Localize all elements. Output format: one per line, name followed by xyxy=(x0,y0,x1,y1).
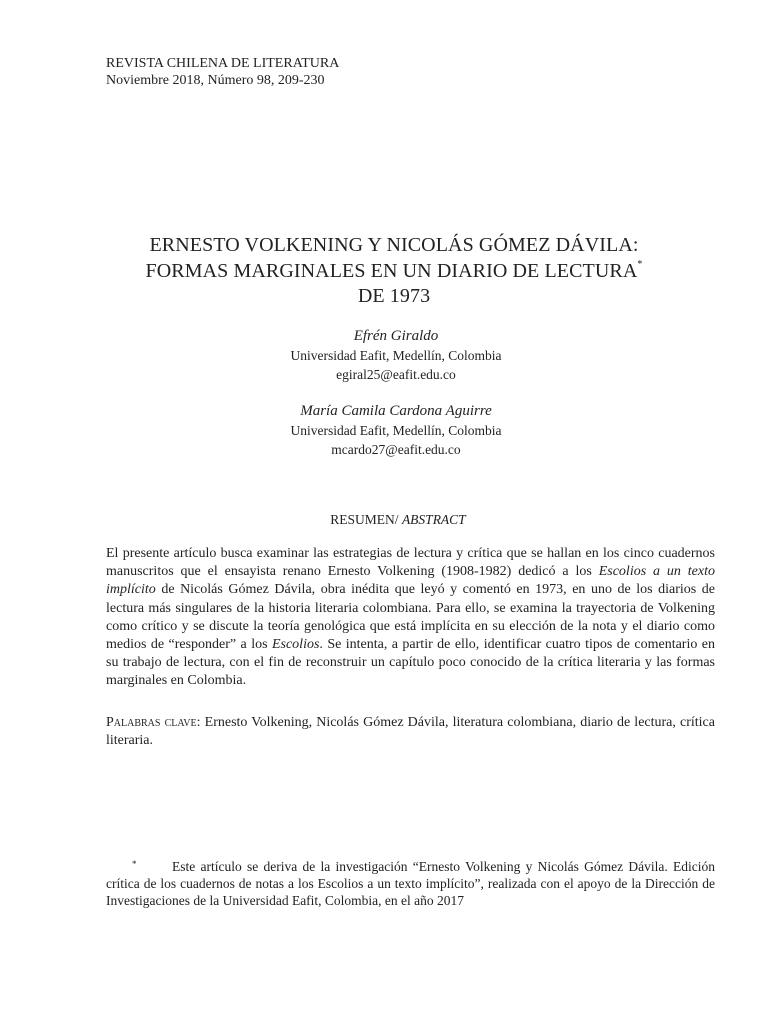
article-title xyxy=(0,233,768,310)
abstract-heading-abstract: ABSTRACT xyxy=(401,512,466,527)
footnote-text: Este artículo se deriva de la investigación “Ernesto Volkening y Nicolás Gómez Dávila. Edición crítica de los cuadernos de notas a los Escolios a un texto implícito”, realizada con el apoyo de la Dirección de Investigaciones de la Universidad Eafit, Colombia, en el año 2017 xyxy=(106,859,715,908)
author-affiliation: Universidad Eafit, Medellín, Colombia xyxy=(290,423,502,438)
title-line-2-text: FORMAS MARGINALES EN UN DIARIO DE LECTURA xyxy=(145,259,638,282)
journal-issue: Noviembre 2018, Número 98, 209-230 xyxy=(106,73,325,88)
author-block xyxy=(0,327,768,384)
abstract-part-2: de Nicolás Gómez Dávila, obra inédita que leyó y comentó en 1973, en uno de los diarios de lectura más singulares de la historia literaria colombiana. Para ello, se examina la trayectoria de Volkening como crítico y se discute la teoría genológica que está implícita en su elección de la nota y el diario como medios de “responder” a los xyxy=(106,582,715,653)
abstract-heading-resumen: RESUMEN/ xyxy=(330,512,402,527)
keywords-separator: : xyxy=(196,715,205,730)
author-name: Efrén Giraldo xyxy=(353,328,439,344)
abstract-part-1: El presente artículo busca examinar las estrategias de lectura y crítica que se hallan en los cinco cuadernos manuscritos que el ensayista renano Ernesto Volkening (1908-1982) dedicó a los xyxy=(106,546,715,580)
keywords xyxy=(106,714,715,750)
author-email[interactable]: egiral25@eafit.edu.co xyxy=(336,367,456,382)
author-list xyxy=(0,327,768,477)
title-line-2 xyxy=(0,259,768,285)
keywords-text: Ernesto Volkening, Nicolás Gómez Dávila, literatura colombiana, diario de lectura, crítica literaria. xyxy=(106,715,715,749)
abstract-work-title-1: Escolios a un texto implícito xyxy=(106,564,716,598)
title-line-3: DE 1973 xyxy=(357,285,431,307)
abstract-part-3: . Se intenta, a partir de ello, identificar cuatro tipos de comentario en su trabajo de lectura, con el fin de reconstruir un capítulo poco conocido de la crítica literaria y las formas marginales en Colombia. xyxy=(106,637,715,689)
title-line-1: ERNESTO VOLKENING Y NICOLÁS GÓMEZ DÁVILA: xyxy=(149,234,639,256)
footnote-marker: * xyxy=(132,859,137,869)
abstract-text xyxy=(106,545,715,691)
abstract-heading xyxy=(0,512,768,528)
author-email[interactable]: mcardo27@eafit.edu.co xyxy=(331,442,461,457)
author-block xyxy=(0,402,768,459)
footnote xyxy=(106,858,715,909)
abstract-work-title-2: Escolios xyxy=(271,637,320,653)
keywords-label: Palabras clave xyxy=(106,715,197,730)
journal-header xyxy=(106,55,339,89)
author-affiliation: Universidad Eafit, Medellín, Colombia xyxy=(290,348,502,363)
title-footnote-marker[interactable]: * xyxy=(637,258,643,270)
author-name: María Camila Cardona Aguirre xyxy=(300,403,492,419)
journal-name: REVISTA CHILENA DE LITERATURA xyxy=(106,56,340,71)
